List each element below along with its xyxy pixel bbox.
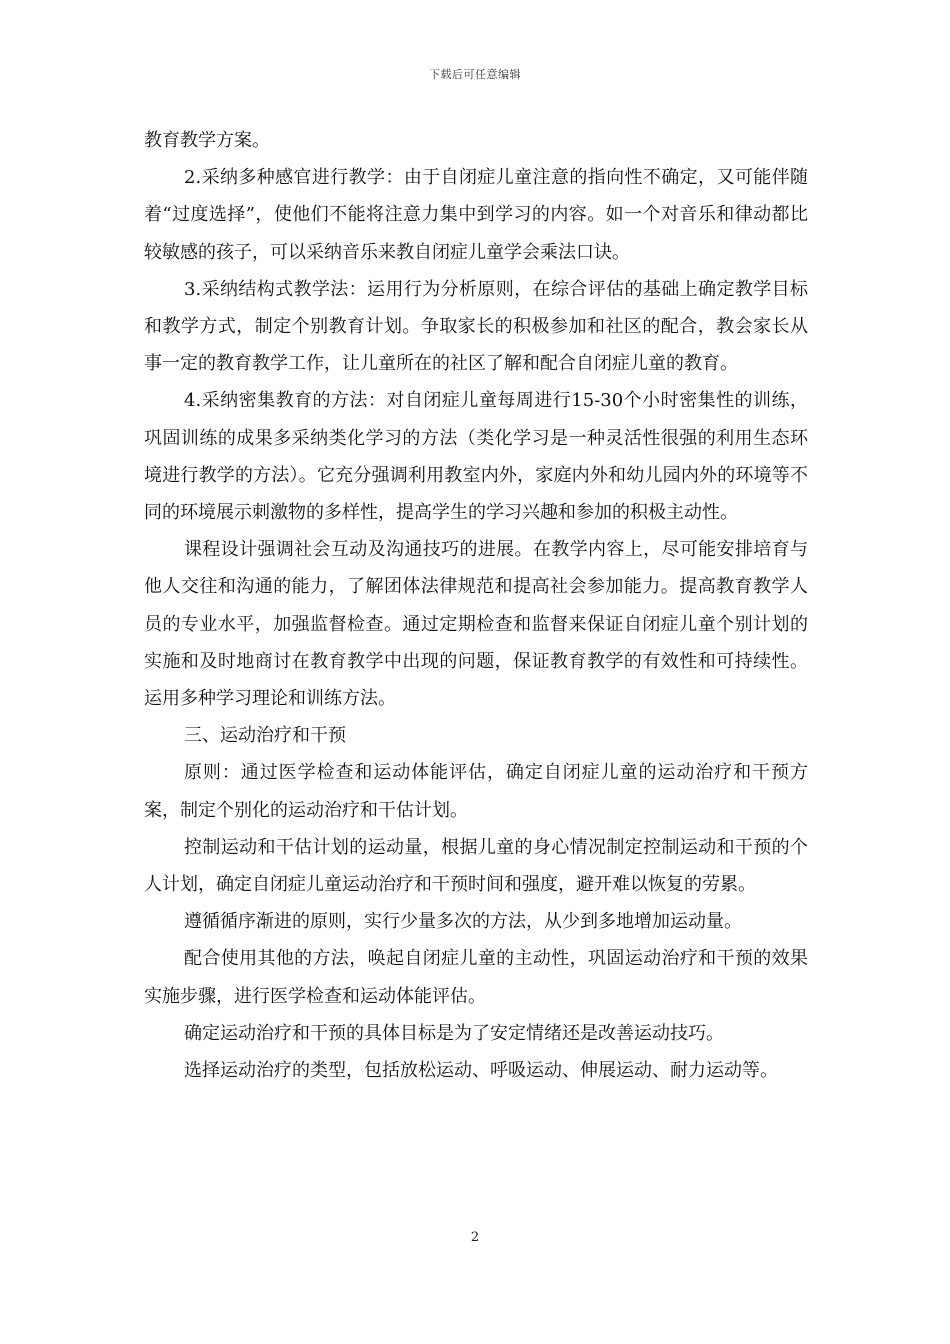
paragraph-item-3: 3.采纳结构式教学法：运用行为分析原则，在综合评估的基础上确定教学目标和教学方式，制定个别教育计划。争取家长的积极参加和社区的配合，教会家长从事一定的教育教学工作，让儿童所在的社区了解和配合自闭症儿童的教育。	[144, 278, 808, 375]
paragraph-continuation: 教育教学方案。	[144, 130, 270, 151]
paragraph-item-2: 2.采纳多种感官进行教学：由于自闭症儿童注意的指向性不确定，又可能伴随着“过度选择”，使他们不能将注意力集中到学习的内容。如一个对音乐和律动都比较敏感的孩子，可以采纳音乐来教自闭症儿童学会乘法口诀。	[144, 167, 808, 263]
page-number: 2	[470, 1230, 480, 1245]
document-body	[144, 122, 808, 1089]
paragraph-goals: 确定运动治疗和干预的具体目标是为了安定情绪还是改善运动技巧。	[184, 1022, 724, 1044]
section-heading: 三、运动治疗和干预	[184, 725, 346, 747]
paragraph-combined-methods: 配合使用其他的方法，唤起自闭症儿童的主动性，巩固运动治疗和干预的效果实施步骤，进行医学检查和运动体能评估。	[144, 948, 808, 1007]
page-header: 下载后可任意编辑	[429, 68, 521, 81]
paragraph-principle: 原则：通过医学检查和运动体能评估，确定自闭症儿童的运动治疗和干预方案，制定个别化的运动治疗和干估计划。	[144, 762, 808, 821]
paragraph-curriculum: 课程设计强调社会互动及沟通技巧的进展。在教学内容上，尽可能安排培育与他人交往和沟通的能力，了解团体法律规范和提高社会参加能力。提高教育教学人员的专业水平，加强监督检查。通过定期检查和监督来保证自闭症儿童个别计划的实施和及时地商讨在教育教学中出现的问题，保证教育教学的有效性和可持续性。运用多种学习理论和训练方法。	[144, 539, 808, 710]
paragraph-gradual: 遵循循序渐进的原则，实行少量多次的方法，从少到多地增加运动量。	[184, 911, 742, 933]
paragraph-types: 选择运动治疗的类型，包括放松运动、呼吸运动、伸展运动、耐力运动等。	[184, 1060, 778, 1082]
paragraph-item-4: 4.采纳密集教育的方法：对自闭症儿童每周进行15-30个小时密集性的训练，巩固训练的成果多采纳类化学习的方法（类化学习是一种灵活性很强的利用生态环境进行教学的方法）。它充分强调利用教室内外，家庭内外和幼儿园内外的环境等不同的环境展示刺激物的多样性，提高学生的学习兴趣和参加的积极主动性。	[144, 390, 808, 524]
paragraph-exercise-load: 控制运动和干估计划的运动量，根据儿童的身心情况制定控制运动和干预的个人计划，确定自闭症儿童运动治疗和干预时间和强度，避开难以恢复的劳累。	[144, 836, 808, 896]
